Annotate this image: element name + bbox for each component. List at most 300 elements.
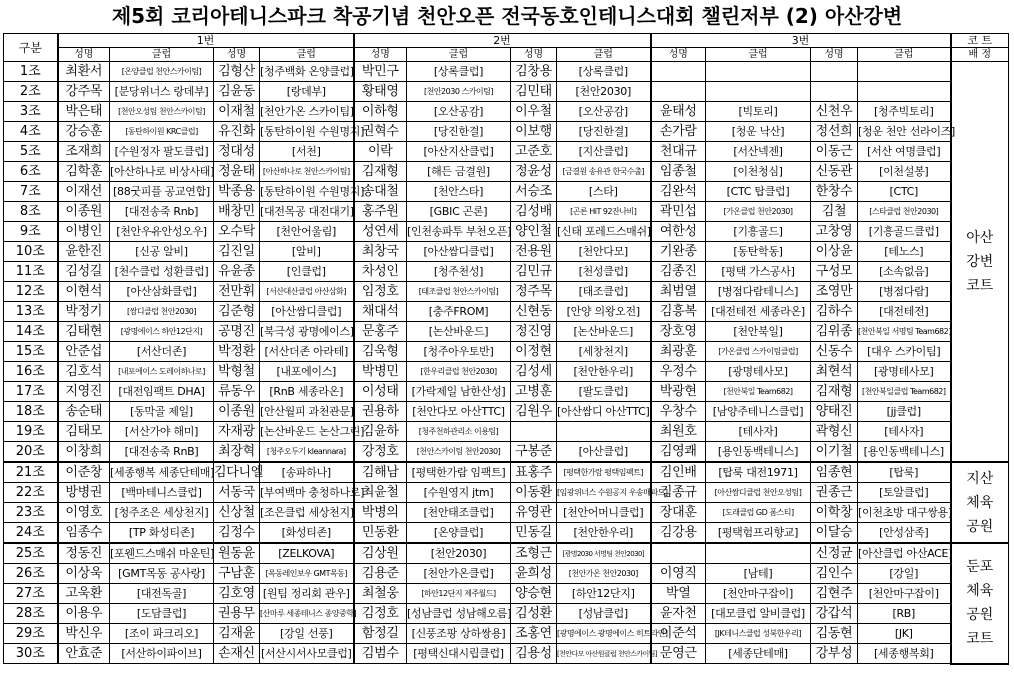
player-name-cell: 차성인 <box>354 262 407 282</box>
club-cell <box>706 62 811 82</box>
table-row <box>4 102 1009 122</box>
player-name-cell: 김상원 <box>354 543 407 564</box>
table-row <box>4 362 1009 382</box>
player-name-cell: 송대철 <box>354 182 407 202</box>
club-cell: [병점다람테니스] <box>706 282 811 302</box>
club-cell: [병점다람] <box>858 282 951 302</box>
club-cell: [GMT목동 공사랑] <box>110 564 214 584</box>
group-label: 21조 <box>4 462 58 483</box>
player-name-cell: 안효준 <box>58 644 110 664</box>
player-name-cell: 김재윤 <box>214 624 260 644</box>
player-name-cell: 이상욱 <box>58 564 110 584</box>
player-name-cell: 윤한진 <box>58 242 110 262</box>
club-cell: [천안2030 스카이팀] <box>407 82 511 102</box>
club-cell: [이천설봉] <box>858 162 951 182</box>
group-label: 2조 <box>4 82 58 102</box>
club-cell: [소속없음] <box>858 262 951 282</box>
group-label: 22조 <box>4 483 58 503</box>
group-label: 18조 <box>4 402 58 422</box>
player-name-cell: 이용우 <box>58 604 110 624</box>
player-name-cell: 양승현 <box>511 584 557 604</box>
player-name-cell: 류동우 <box>214 382 260 402</box>
club-cell: [천안한우리] <box>557 362 651 382</box>
player-name-cell: 구봉준 <box>511 442 557 463</box>
club-cell: [천안다모 아산TTC] <box>407 402 511 422</box>
player-name-cell: 한창수 <box>811 182 858 202</box>
club-cell: [세종행복 세종단테매] <box>110 462 214 483</box>
player-name-cell: 신천우 <box>811 102 858 122</box>
group-label: 19조 <box>4 422 58 442</box>
club-cell: [수원영지 jtm] <box>407 483 511 503</box>
player-name-cell: 배창민 <box>214 202 260 222</box>
table-row <box>4 182 1009 202</box>
club-cell: [조은클럽 세상천지] <box>260 503 354 523</box>
club-cell: [광명테사모] <box>706 362 811 382</box>
club-cell: [서산대산클럽 아산삼화] <box>260 282 354 302</box>
player-name-cell: 박병의 <box>354 503 407 523</box>
name-header: 성명 <box>811 48 858 62</box>
club-cell <box>706 543 811 564</box>
player-name-cell: 양인철 <box>511 222 557 242</box>
club-cell: [TP 화성티존] <box>110 523 214 544</box>
table-row <box>4 644 1009 664</box>
club-cell: [동탄하이원 KRC클럽] <box>110 122 214 142</box>
club-cell: [남양주테니스클럽] <box>706 402 811 422</box>
player-name-cell <box>651 82 706 102</box>
club-cell: [신태 포레드스매쉬] <box>557 222 651 242</box>
table-row <box>4 523 1009 544</box>
group-label: 13조 <box>4 302 58 322</box>
club-cell: [하안12단지] <box>557 584 651 604</box>
player-name-cell: 이준석 <box>651 624 706 644</box>
club-cell: [조이 파크리오] <box>110 624 214 644</box>
player-name-cell: 권용하 <box>354 402 407 422</box>
club-cell: [청주빅토리] <box>858 102 951 122</box>
player-name-cell: 김완석 <box>651 182 706 202</box>
club-cell: [목동레인보우 GMT목동] <box>260 564 354 584</box>
name-header: 성명 <box>511 48 557 62</box>
player-name-cell: 유영관 <box>511 503 557 523</box>
club-cell: [대전테전 세종라온] <box>706 302 811 322</box>
club-cell: [천안북일] <box>706 322 811 342</box>
club-cell: [대전송죽 RnB] <box>110 442 214 463</box>
table-row <box>4 483 1009 503</box>
club-cell: [ZELKOVA] <box>260 543 354 564</box>
club-cell: [스타] <box>557 182 651 202</box>
club-cell: [CTC] <box>858 182 951 202</box>
club-cell: [성남클럽 성남해오름] <box>407 604 511 624</box>
player-name-cell: 박병민 <box>354 362 407 382</box>
group-label: 24조 <box>4 523 58 544</box>
club-cell: [청주천성] <box>407 262 511 282</box>
group-label: 12조 <box>4 282 58 302</box>
club-cell: [천안어머니클럽] <box>557 503 651 523</box>
club-cell: [백마테니스클럽] <box>110 483 214 503</box>
player-name-cell: 김호석 <box>58 362 110 382</box>
player-name-cell: 이동근 <box>811 142 858 162</box>
club-cell: [광명테사모] <box>858 362 951 382</box>
table-row <box>4 122 1009 142</box>
player-name-cell: 홍주원 <box>354 202 407 222</box>
player-name-cell: 최윤철 <box>354 483 407 503</box>
group-label: 8조 <box>4 202 58 222</box>
club-cell: [빅토리] <box>706 102 811 122</box>
club-cell: [부여백마 충청하나로] <box>260 483 354 503</box>
club-cell: [세종행복회] <box>858 644 951 664</box>
player-name-cell: 강승훈 <box>58 122 110 142</box>
club-cell: [이천청심] <box>706 162 811 182</box>
club-cell: [오산공감] <box>557 102 651 122</box>
player-name-cell: 박신우 <box>58 624 110 644</box>
club-cell: [해든 금결원] <box>407 162 511 182</box>
club-cell: [테사자] <box>706 422 811 442</box>
club-cell: [논산바운드 논산그린] <box>260 422 354 442</box>
player-name-cell: 이상윤 <box>811 242 858 262</box>
club-cell: [상록클럽] <box>407 62 511 82</box>
bracket-body <box>4 62 1009 664</box>
club-cell: [내포에이스] <box>260 362 354 382</box>
club-cell: [JK테니스클럽 성북한우리] <box>706 624 811 644</box>
player-name-cell: 김정수 <box>214 523 260 544</box>
club-cell: [곤론 HiT 92잔나비] <box>557 202 651 222</box>
club-cell: [광명2030 서명팀 천안2030] <box>557 543 651 564</box>
club-cell: [랑데부] <box>260 82 354 102</box>
club-cell: [오산공감] <box>407 102 511 122</box>
player-name-cell: 강주목 <box>58 82 110 102</box>
club-cell: [지산클럽] <box>557 142 651 162</box>
club-cell: [북극성 광명에이스] <box>260 322 354 342</box>
player-name-cell: 김철 <box>811 202 858 222</box>
player-name-cell: 김성길 <box>58 262 110 282</box>
club-cell: [RB] <box>858 604 951 624</box>
player-name-cell: 김위종 <box>811 322 858 342</box>
player-name-cell: 자재광 <box>214 422 260 442</box>
name-header: 성명 <box>354 48 407 62</box>
player-name-cell: 임종수 <box>58 523 110 544</box>
player-name-cell: 최현석 <box>811 362 858 382</box>
table-row <box>4 402 1009 422</box>
court-assignment-cell: 둔포 체육 공원 코트 <box>951 543 1009 664</box>
table-row <box>4 162 1009 182</box>
club-cell: [동탄학동] <box>706 242 811 262</box>
club-cell: [동탄하이원 수원명지] <box>260 122 354 142</box>
bracket-table <box>3 33 1009 665</box>
player-name-cell: 이기철 <box>811 442 858 463</box>
player-name-cell: 채대석 <box>354 302 407 322</box>
club-cell: [온양클럽 천안스카이팀] <box>110 62 214 82</box>
club-cell: [천성클럽] <box>557 262 651 282</box>
club-cell: [jj클럽] <box>858 402 951 422</box>
club-cell: [토알클럽] <box>858 483 951 503</box>
player-name-cell: 김재형 <box>354 162 407 182</box>
club-cell: [내포에이스 도레이하나로] <box>110 362 214 382</box>
player-name-cell: 함정길 <box>354 624 407 644</box>
player-name-cell: 안준섭 <box>58 342 110 362</box>
player-name-cell: 고욱환 <box>58 584 110 604</box>
player-name-cell: 임종현 <box>811 462 858 483</box>
player-name-cell: 권종근 <box>811 483 858 503</box>
club-cell: [송파하나] <box>260 462 354 483</box>
club-cell: [아산쌈디클럽] <box>260 302 354 322</box>
player-name-cell: 정윤태 <box>214 162 260 182</box>
club-cell: [아산클럽 아산ACE] <box>858 543 951 564</box>
table-row <box>4 202 1009 222</box>
club-cell: [신공 알비] <box>110 242 214 262</box>
player-name-cell: 권용무 <box>214 604 260 624</box>
player-name-cell: 정진영 <box>511 322 557 342</box>
player-name-cell: 김준형 <box>214 302 260 322</box>
group-label: 7조 <box>4 182 58 202</box>
club-cell: [인천송파투 부천오픈] <box>407 222 511 242</box>
club-cell: [대전임팩트 DHA] <box>110 382 214 402</box>
club-cell: [도담클럽] <box>110 604 214 624</box>
club-cell: [산마루 세종테니스 종양중학] <box>260 604 354 624</box>
player-name-cell: 이정현 <box>511 342 557 362</box>
player-name-cell: 김성배 <box>511 202 557 222</box>
player-name-cell: 박민구 <box>354 62 407 82</box>
club-cell: [아산쌈디클럽] <box>407 242 511 262</box>
player-name-cell: 정주목 <box>511 282 557 302</box>
club-cell: [서산가야 해미] <box>110 422 214 442</box>
club-cell: [수원정자 팔도클럽] <box>110 142 214 162</box>
player-name-cell: 여한성 <box>651 222 706 242</box>
player-name-cell: 이재선 <box>58 182 110 202</box>
club-cell: [기흥골드클럽] <box>858 222 951 242</box>
club-cell: [대우 스카이팀] <box>858 342 951 362</box>
court2-header: 2번 <box>354 34 651 48</box>
player-name-cell: 이종원 <box>214 402 260 422</box>
club-cell: [상록클럽] <box>557 62 651 82</box>
table-row <box>4 604 1009 624</box>
group-label: 20조 <box>4 442 58 463</box>
court-assign-header-bottom: 배 정 <box>951 48 1009 62</box>
club-cell: [동막골 제일] <box>110 402 214 422</box>
player-name-cell: 임종철 <box>651 162 706 182</box>
club-cell: [대전송죽 Rnb] <box>110 202 214 222</box>
club-cell: [한우리클럽 천안2030] <box>407 362 511 382</box>
name-header: 성명 <box>214 48 260 62</box>
player-name-cell: 박정기 <box>58 302 110 322</box>
player-name-cell: 김호영 <box>214 584 260 604</box>
club-cell: [청주천하관리소 이용팀] <box>407 422 511 442</box>
club-cell: [대전목공 대전대기] <box>260 202 354 222</box>
club-cell: [금결원 송유관 한국수출] <box>557 162 651 182</box>
club-cell: [알비] <box>260 242 354 262</box>
club-cell: [천안2030] <box>557 82 651 102</box>
group-header: 구분 <box>4 34 58 62</box>
player-name-cell <box>511 422 557 442</box>
player-name-cell: 이영직 <box>651 564 706 584</box>
table-row <box>4 222 1009 242</box>
player-name-cell: 유윤종 <box>214 262 260 282</box>
club-cell: [88굿피플 공교연합] <box>110 182 214 202</box>
court-assignment-cell: 아산 강변 코트 <box>951 62 1009 463</box>
table-row <box>4 62 1009 82</box>
group-label: 5조 <box>4 142 58 162</box>
club-cell: [화성티존] <box>260 523 354 544</box>
club-cell: [스타클럽 천안2030] <box>858 202 951 222</box>
player-name-cell: 신동관 <box>811 162 858 182</box>
club-cell: [팔도클럽] <box>557 382 651 402</box>
club-cell: [아산쌈디클럽 천안오성팀] <box>706 483 811 503</box>
name-header: 성명 <box>651 48 706 62</box>
club-cell: [청운 낙산] <box>706 122 811 142</box>
club-cell: [세창천지] <box>557 342 651 362</box>
club-cell: [아산지산클럽] <box>407 142 511 162</box>
club-cell: [강일] <box>858 564 951 584</box>
group-label: 11조 <box>4 262 58 282</box>
club-cell: [광명에이스 하안12단지] <box>110 322 214 342</box>
player-name-cell: 정대성 <box>214 142 260 162</box>
club-cell: [원팀 정리회 관우] <box>260 584 354 604</box>
group-label: 4조 <box>4 122 58 142</box>
player-name-cell: 김재형 <box>811 382 858 402</box>
player-name-cell: 황태영 <box>354 82 407 102</box>
player-name-cell: 송순태 <box>58 402 110 422</box>
player-name-cell: 김윤동 <box>214 82 260 102</box>
club-cell: [천안스카이팀 천안2030] <box>407 442 511 463</box>
club-cell: [태조클럽 천안스카이팀] <box>407 282 511 302</box>
player-name-cell: 임정호 <box>354 282 407 302</box>
player-name-cell: 박열 <box>651 584 706 604</box>
club-cell: [탑룩] <box>858 462 951 483</box>
player-name-cell: 최장혁 <box>214 442 260 463</box>
table-row <box>4 322 1009 342</box>
club-cell: [서산하이파이브] <box>110 644 214 664</box>
player-name-cell: 김현주 <box>811 584 858 604</box>
player-name-cell: 김다니엘 <box>214 462 260 483</box>
player-name-cell: 이종원 <box>58 202 110 222</box>
club-cell: [천안가온 천안2030] <box>557 564 651 584</box>
player-name-cell: 공명진 <box>214 322 260 342</box>
player-name-cell: 이영호 <box>58 503 110 523</box>
club-cell: [청주조은 세상천지] <box>110 503 214 523</box>
club-cell: [기흥골드] <box>706 222 811 242</box>
player-name-cell: 이달승 <box>811 523 858 544</box>
club-cell: [서산더존 아라테] <box>260 342 354 362</box>
club-cell: [당진한결] <box>407 122 511 142</box>
club-cell: [안산월피 과천관문] <box>260 402 354 422</box>
club-cell: [용인동백테니스] <box>706 442 811 463</box>
player-name-cell <box>651 62 706 82</box>
club-cell: [대모클럽 알비클럽] <box>706 604 811 624</box>
club-cell: [안양 의왕오전] <box>557 302 651 322</box>
player-name-cell: 윤태성 <box>651 102 706 122</box>
club-cell: [가락제일 남한산성] <box>407 382 511 402</box>
player-name-cell: 김강용 <box>651 523 706 544</box>
player-name-cell: 김범수 <box>354 644 407 664</box>
player-name-cell <box>811 62 858 82</box>
player-name-cell: 기완종 <box>651 242 706 262</box>
group-label: 25조 <box>4 543 58 564</box>
player-name-cell: 천대규 <box>651 142 706 162</box>
player-name-cell: 이병인 <box>58 222 110 242</box>
player-name-cell: 박은태 <box>58 102 110 122</box>
club-cell: [천안마구잡이] <box>706 584 811 604</box>
table-row <box>4 422 1009 442</box>
club-header: 클럽 <box>557 48 651 62</box>
club-cell: [청주백화 온양클럽] <box>260 62 354 82</box>
player-name-cell: 박광현 <box>651 382 706 402</box>
club-cell: [천안우유안성오우] <box>110 222 214 242</box>
player-name-cell: 김윤하 <box>354 422 407 442</box>
table-row <box>4 584 1009 604</box>
court-assignment-cell: 지산 체육 공원 <box>951 462 1009 543</box>
group-label: 23조 <box>4 503 58 523</box>
player-name-cell: 성연세 <box>354 222 407 242</box>
player-name-cell: 김동현 <box>811 624 858 644</box>
player-name-cell: 구남훈 <box>214 564 260 584</box>
player-name-cell: 최광훈 <box>651 342 706 362</box>
club-cell: [천안가온 스카이팀] <box>260 102 354 122</box>
player-name-cell: 조홍연 <box>511 624 557 644</box>
player-name-cell: 최환서 <box>58 62 110 82</box>
player-name-cell: 신상철 <box>214 503 260 523</box>
club-cell: [평택험프리향교] <box>706 523 811 544</box>
club-header: 클럽 <box>260 48 354 62</box>
club-cell: [RnB 세종라온] <box>260 382 354 402</box>
club-cell: [서산 여명클럽] <box>858 142 951 162</box>
table-row <box>4 624 1009 644</box>
player-name-cell: 표홍주 <box>511 462 557 483</box>
player-name-cell: 곽형신 <box>811 422 858 442</box>
player-name-cell: 양태진 <box>811 402 858 422</box>
club-header: 클럽 <box>706 48 811 62</box>
table-row <box>4 462 1009 483</box>
player-name-cell: 최창국 <box>354 242 407 262</box>
table-row <box>4 282 1009 302</box>
player-name-cell: 지영진 <box>58 382 110 402</box>
player-name-cell: 신정균 <box>811 543 858 564</box>
club-cell: [분당위너스 랑데부] <box>110 82 214 102</box>
player-name-cell: 이재철 <box>214 102 260 122</box>
club-cell: [가온클럽 스카이팀클럽] <box>706 342 811 362</box>
club-cell: [천안스타] <box>407 182 511 202</box>
group-label: 28조 <box>4 604 58 624</box>
club-cell: [평택신대시립클럽] <box>407 644 511 664</box>
player-name-cell: 손재신 <box>214 644 260 664</box>
club-cell: [이천초방 대구쌍용] <box>858 503 951 523</box>
club-cell: [논산바운드] <box>557 322 651 342</box>
player-name-cell: 김태모 <box>58 422 110 442</box>
club-cell: [대전독골] <box>110 584 214 604</box>
club-cell: [천안태조클럽] <box>407 503 511 523</box>
player-name-cell: 최범열 <box>651 282 706 302</box>
player-name-cell: 오수탁 <box>214 222 260 242</box>
player-name-cell: 김창용 <box>511 62 557 82</box>
club-cell: [천안다모 아산원클럽 천안스카이팀] <box>557 644 651 664</box>
player-name-cell: 김욱형 <box>354 342 407 362</box>
player-name-cell: 서동국 <box>214 483 260 503</box>
club-header: 클럽 <box>407 48 511 62</box>
player-name-cell: 원동윤 <box>214 543 260 564</box>
group-label: 3조 <box>4 102 58 122</box>
player-name-cell: 김성세 <box>511 362 557 382</box>
club-cell: [안성삼족] <box>858 523 951 544</box>
player-name-cell: 정동진 <box>58 543 110 564</box>
player-name-cell: 김인배 <box>651 462 706 483</box>
player-name-cell: 우정수 <box>651 362 706 382</box>
group-label: 26조 <box>4 564 58 584</box>
player-name-cell: 박종용 <box>214 182 260 202</box>
club-cell: [서산넥젠] <box>706 142 811 162</box>
club-cell: [청주오두기 kleannara] <box>260 442 354 463</box>
club-cell: [천안2030] <box>407 543 511 564</box>
player-name-cell: 고창영 <box>811 222 858 242</box>
table-row <box>4 382 1009 402</box>
club-cell: [신풍조팡 상하쌍용] <box>407 624 511 644</box>
group-label: 17조 <box>4 382 58 402</box>
